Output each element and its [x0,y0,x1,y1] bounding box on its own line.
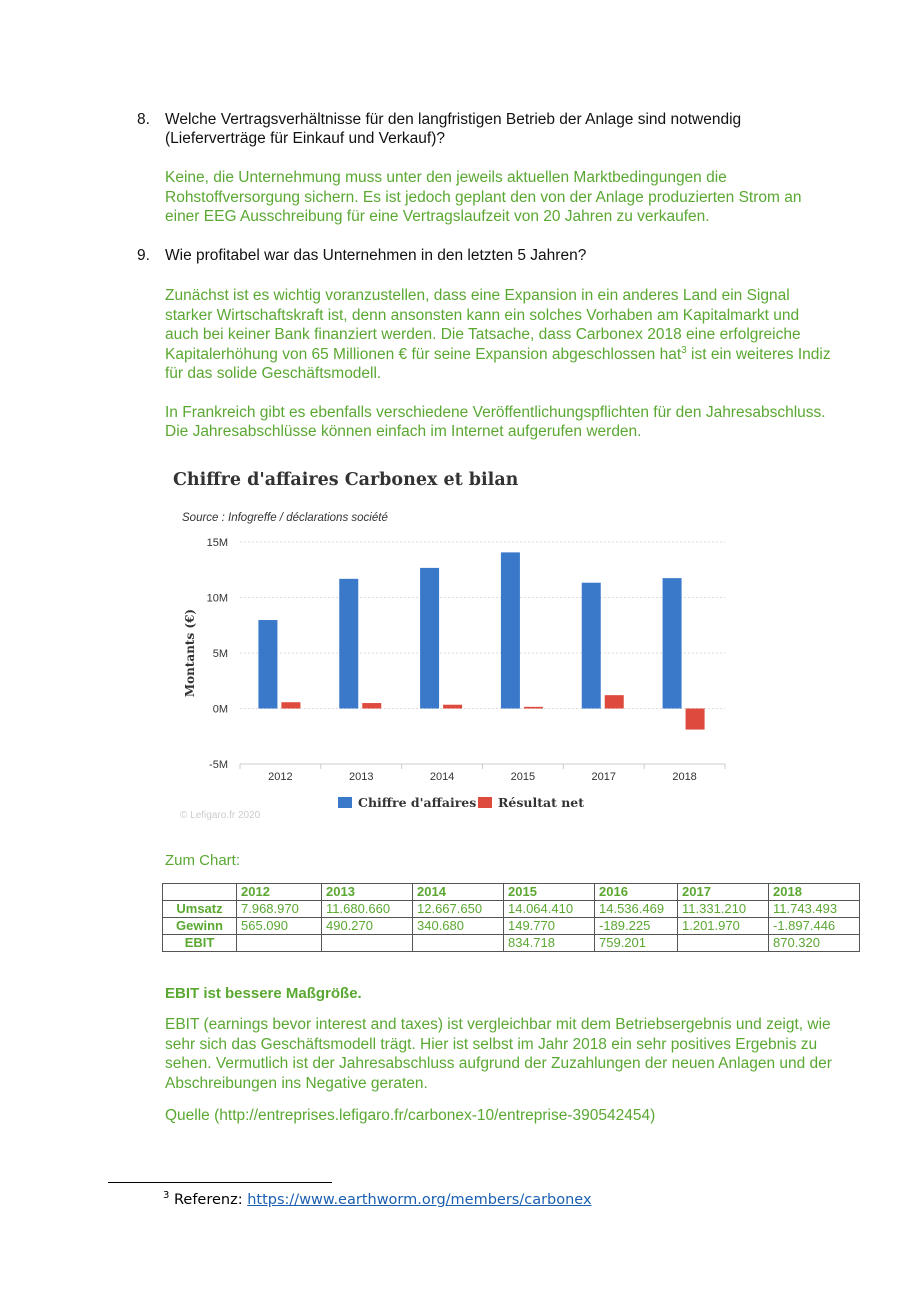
bar-revenue [420,568,439,709]
table-header-cell: 2018 [769,884,860,901]
answer-paragraph: Zunächst ist es wichtig voranzustellen, dass eine Expansion in ein anderes Land ein Signal starker Wirtschaftskraft ist, denn ansonsten kann ein solches Vorhaben am Kapitalmarkt und auch bei keiner Bank finanziert werden. Die Tatsache, dass Carbonex 2018 eine erfolgreiche Kapitalerhöhung von 65 Millionen € für seine Expansion abgeschlossen hat$^3$ ist ein weiteres Indiz für das solide Geschäftsmodell. [165,287,831,382]
table-header-row [163,884,860,901]
table-cell: -1.897.446 [769,918,860,935]
table-header-cell: 2013 [322,884,413,901]
table-cell: 149.770 [504,918,595,935]
source-text: Quelle (http://entreprises.lefigaro.fr/carbonex-10/entreprise-390542454) [165,1107,656,1124]
ebit-heading: EBIT ist bessere Maßgröße. [165,985,362,1002]
table-cell [413,935,504,952]
answer-paragraph: In Frankreich gibt es ebenfalls verschiedene Veröffentlichungspflichten für den Jahresabschluss. Die Jahresabschlüsse können einfach im Internet aufgerufen werden. [165,403,826,440]
footnote-divider [108,1182,332,1183]
row-label: Gewinn [163,918,237,935]
bar-net-result [443,705,462,709]
y-tick-label: 15M [206,537,228,549]
table-cell [322,935,413,952]
bar-revenue [339,579,358,709]
x-tick-label: 2015 [510,771,536,783]
y-tick-label: 10M [206,592,228,605]
table-cell [237,935,322,952]
bar-net-result [362,703,381,708]
table-cell: 759.201 [595,935,678,952]
chart-copyright: © Lefigaro.fr 2020 [180,810,261,821]
table-cell: 11.680.660 [322,901,413,918]
financial-table [162,883,860,952]
table-cell [678,935,769,952]
table-cell: 834.718 [504,935,595,952]
legend-label: Chiffre d'affaires [358,795,477,810]
x-tick-label: 2012 [268,771,293,783]
bar-chart [170,530,740,790]
bar-net-result [686,709,705,730]
bar-revenue [663,578,682,708]
table-cell: 7.968.970 [237,901,322,918]
y-axis-label: Montants (€) [183,608,197,698]
table-row [163,935,860,952]
table-header-cell: 2012 [237,884,322,901]
legend-item-net-result [478,795,584,810]
table-header-cell [163,884,237,901]
bar-revenue [258,620,277,708]
table-cell: 14.536.469 [595,901,678,918]
x-tick-label: 2014 [429,771,455,783]
table-header-cell: 2014 [413,884,504,901]
legend-swatch [338,797,352,808]
ebit-section [165,1015,835,1126]
answer-9 [165,286,835,442]
footnote-reference[interactable]: 3 [681,344,687,356]
table-cell: 490.270 [322,918,413,935]
table-row [163,901,860,918]
answer-paragraph: Keine, die Unternehmung muss unter den jeweils aktuellen Marktbedingungen die Rohstoffversorgung sichern. Es ist jedoch geplant den von der Anlage produzierten Strom an einer EEG Ausschreibung für eine Vertragslaufzeit von 20 Jahren zu verkaufen. [165,169,802,225]
table-cell: 340.680 [413,918,504,935]
y-tick-label: 5M [212,648,228,660]
table-row [163,918,860,935]
question-number: 9. [137,247,150,264]
chart-title: Chiffre d'affaires Carbonex et bilan [173,470,519,490]
chart-source: Source : Infogreffe / déclarations société [182,512,388,524]
table-caption: Zum Chart: [165,852,241,869]
bar-revenue [582,583,601,709]
y-tick-label: 0M [212,703,228,716]
y-tick-label: -5M [209,759,228,771]
table-cell: 11.331.210 [678,901,769,918]
ebit-text: EBIT (earnings bevor interest and taxes) ist vergleichbar mit dem Betriebsergebnis und zeigt, wie sehr sich das Geschäftsmodell trägt. Hier ist selbst im Jahr 2018 ein sehr positives Ergebnis zu sehen. Vermutlich ist der Jahresabschluss aufgrund der Zuzahlungen der neuen Anlagen und der Abschreibungen ins Negative geraten. [165,1016,832,1092]
x-tick-label: 2017 [591,771,616,783]
footnote-mark: 3 [163,1190,170,1202]
table-cell: 14.064.410 [504,901,595,918]
table-cell: -189.225 [595,918,678,935]
table-header-cell: 2016 [595,884,678,901]
answer-8 [165,168,835,227]
bar-net-result [281,702,300,708]
table-cell: 1.201.970 [678,918,769,935]
table-cell: 11.743.493 [769,901,860,918]
bar-net-result [605,695,624,708]
bar-net-result [524,707,543,709]
footnote-label: Referenz: [173,1192,243,1208]
question-text: Wie profitabel war das Unternehmen in den letzten 5 Jahren? [165,247,587,264]
question-text: Welche Vertragsverhältnisse für den langfristigen Betrieb der Anlage sind notwendig (Lieferverträge für Einkauf und Verkauf)? [165,111,742,147]
footnote [163,1192,592,1208]
table-cell: 565.090 [237,918,322,935]
x-tick-label: 2018 [672,771,697,783]
legend-label: Résultat net [498,795,585,810]
question-number: 8. [137,111,150,128]
table-cell: 12.667.650 [413,901,504,918]
table-header-cell: 2017 [678,884,769,901]
table-cell: 870.320 [769,935,860,952]
row-label: Umsatz [163,901,237,918]
row-label: EBIT [163,935,237,952]
legend-swatch [478,797,492,808]
bar-revenue [501,552,520,708]
legend-item-revenue [338,795,476,810]
x-tick-label: 2013 [349,771,374,783]
table-header-cell: 2015 [504,884,595,901]
footnote-link[interactable]: https://www.earthworm.org/members/carbonex [247,1192,592,1208]
